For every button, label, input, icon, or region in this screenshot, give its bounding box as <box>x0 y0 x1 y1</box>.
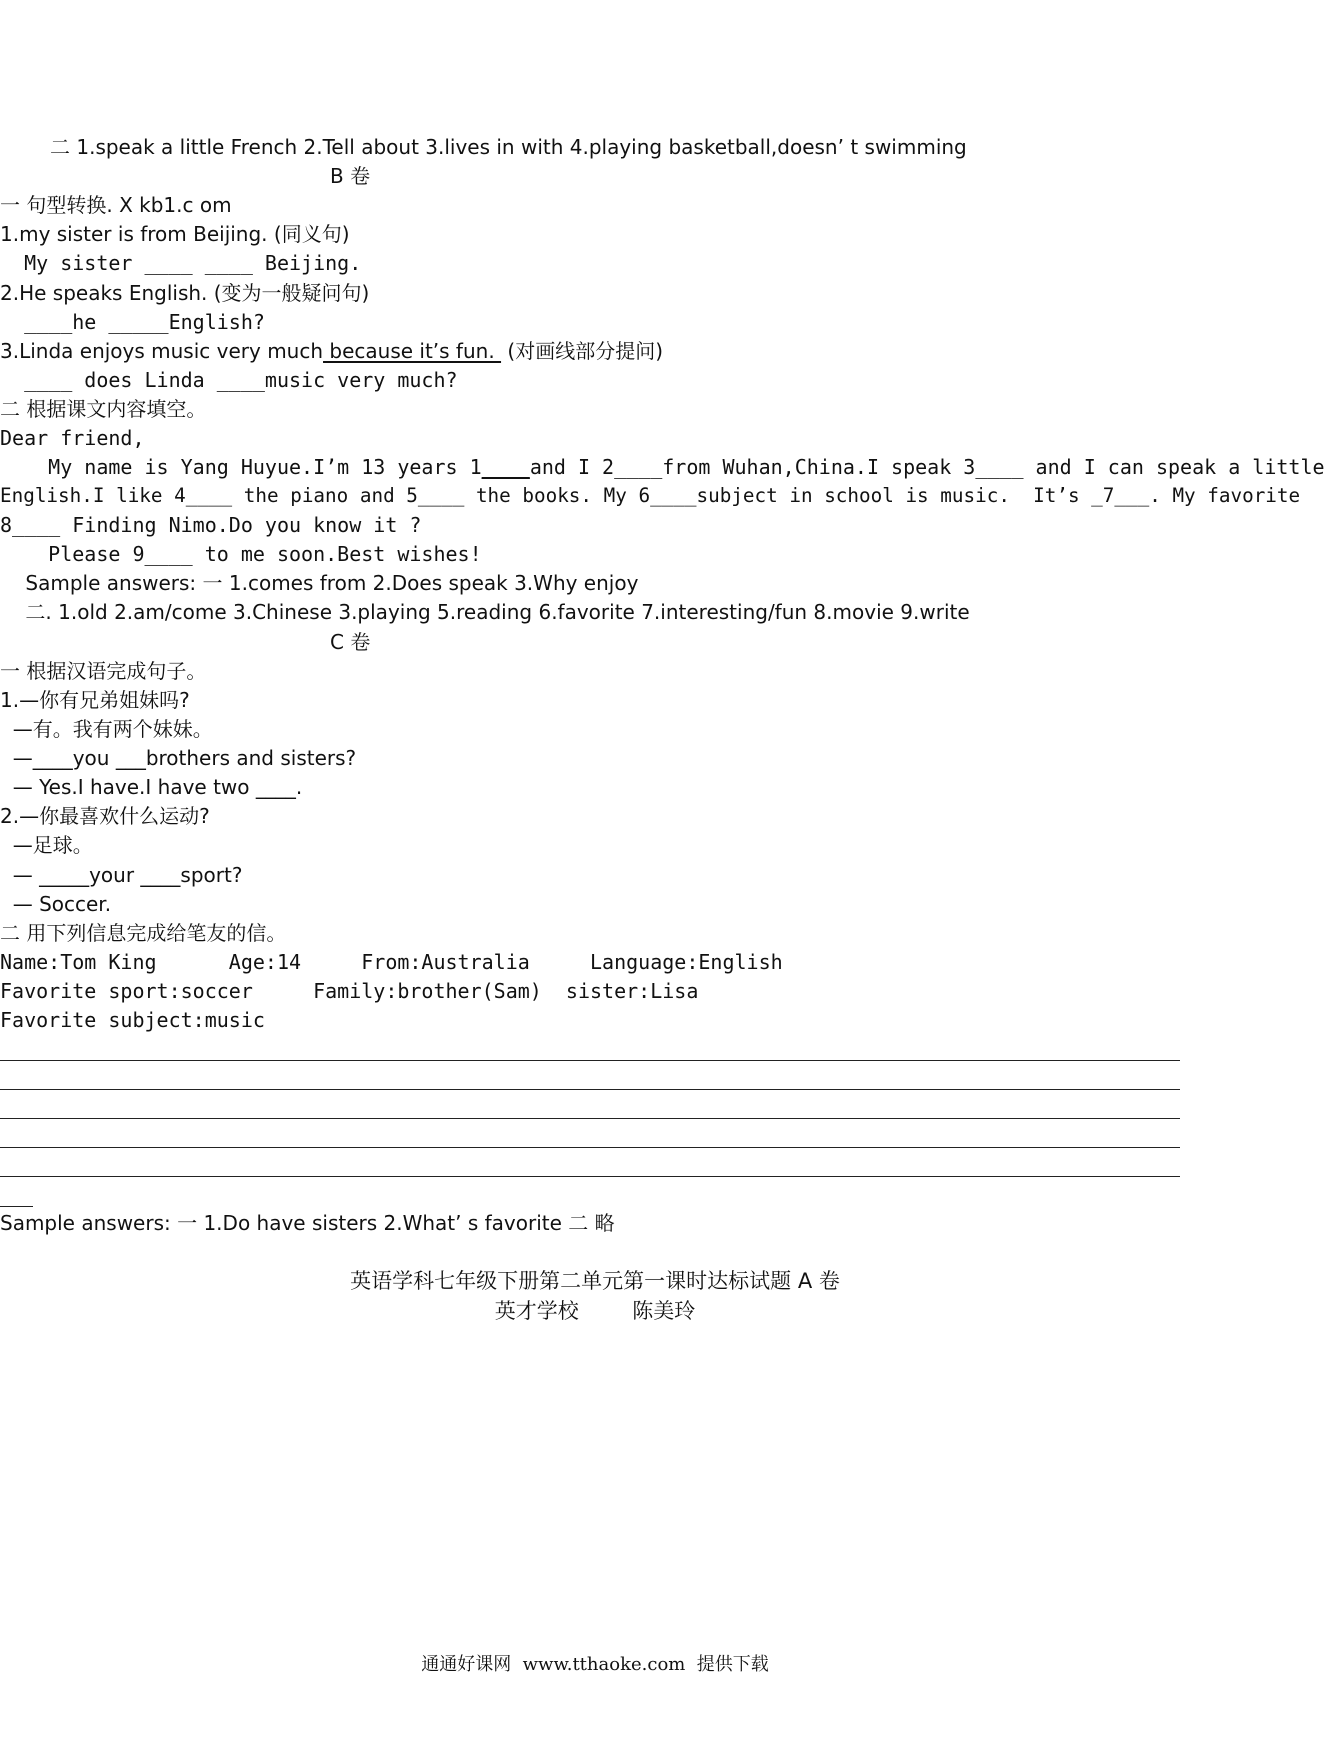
b-q1-blank: My sister ____ ____ Beijing. <box>0 251 362 275</box>
writing-line <box>0 1176 1180 1177</box>
letter-line4: Please 9____ to me soon.Best wishes! <box>0 542 482 566</box>
c-info3: Favorite subject:music <box>0 1008 265 1032</box>
b-q3-text <box>0 336 663 366</box>
section-b-part2-heading: 二 根据课文内容填空。 <box>0 397 207 421</box>
section-c-part1-heading: 一 根据汉语完成句子。 <box>0 659 207 683</box>
c-q2-zh-q: 2.—你最喜欢什么运动? <box>0 804 210 828</box>
b-answers1: Sample answers: 一 1.comes from 2.Does speak 3.Why enjoy <box>0 571 639 595</box>
b-q1-text: 1.my sister is from Beijing. (同义句) <box>0 222 350 246</box>
author-line: 英才学校 陈美玲 <box>494 1299 696 1323</box>
c-q2-zh-a: —足球。 <box>0 833 93 857</box>
b-q2-blank: ____he _____English? <box>0 310 265 334</box>
writing-line <box>0 1147 1180 1148</box>
c-q1-zh-a: —有。我有两个妹妹。 <box>0 717 213 741</box>
b-q2-text: 2.He speaks English. (变为一般疑问句) <box>0 281 370 305</box>
writing-line <box>0 1060 1180 1061</box>
b-q3-post: (对画线部分提问) <box>501 339 664 363</box>
c-q2-en-a: — Soccer. <box>0 892 112 916</box>
b-q3-pre: 3.Linda enjoys music very much <box>0 339 324 363</box>
answers-a-part2: 二 1.speak a little French 2.Tell about 3.lives in with 4.playing basketball,doesn’ t swimming <box>50 135 967 159</box>
letter-line2: English.I like 4____ the piano and 5____ the books. My 6____subject in school is music. It’s _7___. My favorite <box>0 484 1301 507</box>
footer-download: 通通好课网 www.tthaoke.com 提供下载 <box>421 1654 769 1675</box>
section-c-title: C 卷 <box>330 630 371 654</box>
c-q1-en-q: —____you ___brothers and sisters? <box>0 746 357 770</box>
letter-line1-blank: ____ <box>481 455 530 479</box>
letter-line1-c: and I 2____from Wuhan,China.I speak 3____ and I can speak a little <box>529 455 1325 479</box>
writing-line-short <box>0 1206 33 1207</box>
b-q3-underlined: because it’s fun. <box>323 339 502 363</box>
c-info2: Favorite sport:soccer Family:brother(Sam) sister:Lisa <box>0 979 699 1003</box>
c-info1: Name:Tom King Age:14 From:Australia Language:English <box>0 950 783 974</box>
section-b-title: B 卷 <box>330 164 371 188</box>
c-answers: Sample answers: 一 1.Do have sisters 2.What’ s favorite 二 略 <box>0 1211 615 1235</box>
section-c-part2-heading: 二 用下列信息完成给笔友的信。 <box>0 921 287 945</box>
c-q1-en-a: — Yes.I have.I have two ____. <box>0 775 303 799</box>
letter-line1 <box>0 452 1325 482</box>
writing-line <box>0 1089 1180 1090</box>
c-q1-zh-q: 1.—你有兄弟姐妹吗? <box>0 688 190 712</box>
b-answers2: 二. 1.old 2.am/come 3.Chinese 3.playing 5.reading 6.favorite 7.interesting/fun 8.movie 9.write <box>0 600 970 624</box>
c-q2-en-q: — _____your ____sport? <box>0 863 243 887</box>
writing-line <box>0 1118 1180 1119</box>
letter-salutation: Dear friend, <box>0 426 145 450</box>
b-q3-blank: ____ does Linda ____music very much? <box>0 368 458 392</box>
section-b-part1-heading: 一 句型转换. X kb1.c om <box>0 193 232 217</box>
letter-line1-a: My name is Yang Huyue.I’m 13 years 1 <box>0 455 482 479</box>
letter-line3: 8____ Finding Nimo.Do you know it ? <box>0 513 422 537</box>
next-test-title: 英语学科七年级下册第二单元第一课时达标试题 A 卷 <box>350 1269 840 1293</box>
